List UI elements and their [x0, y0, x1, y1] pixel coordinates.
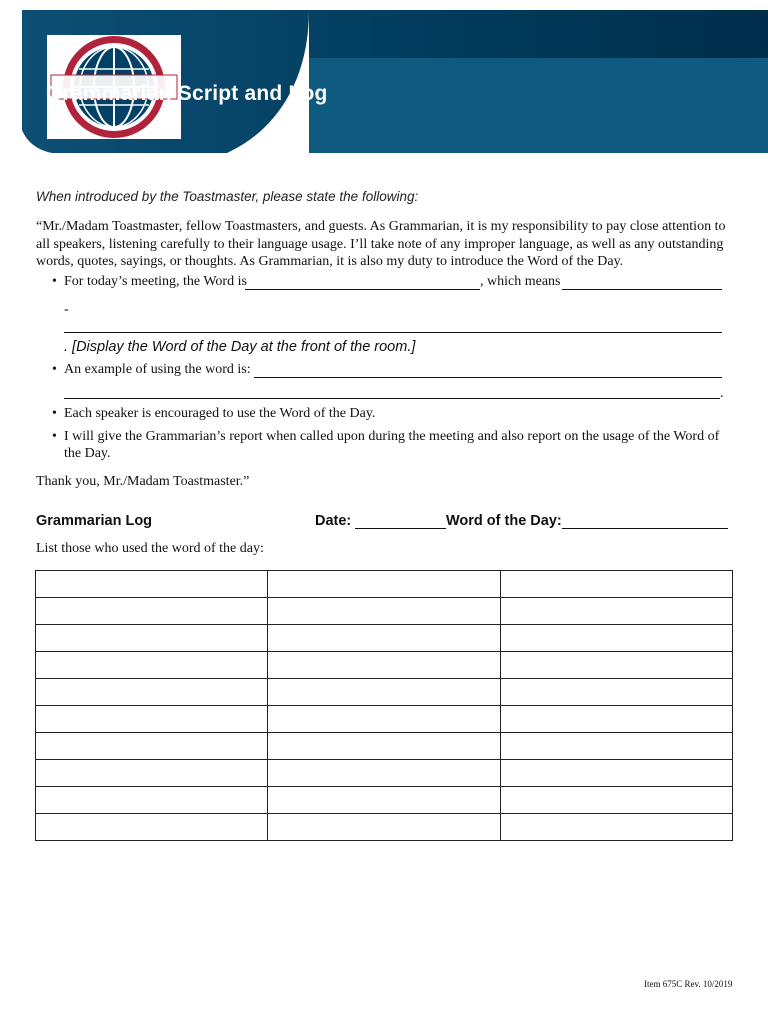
- report-text-line2: the Day.: [64, 446, 111, 461]
- meaning-blank-line[interactable]: [562, 289, 722, 290]
- table-cell[interactable]: [36, 787, 268, 814]
- bullet-dot: •: [52, 362, 57, 377]
- table-cell[interactable]: [268, 760, 500, 787]
- report-text-line1: I will give the Grammarian’s report when called upon during the meeting and also report on the usage of the Word of: [64, 429, 720, 444]
- word-blank-line[interactable]: [245, 289, 480, 290]
- table-row: [36, 760, 733, 787]
- table-cell[interactable]: [268, 571, 500, 598]
- table-cell[interactable]: [500, 625, 732, 652]
- table-row: [36, 733, 733, 760]
- table-row: [36, 679, 733, 706]
- table-row: [36, 814, 733, 841]
- table-cell[interactable]: [36, 706, 268, 733]
- word-prefix-text: For today’s meeting, the Word is: [64, 274, 247, 289]
- table-cell[interactable]: [268, 679, 500, 706]
- closing-text: Thank you, Mr./Madam Toastmaster.”: [36, 474, 250, 489]
- table-cell[interactable]: [268, 733, 500, 760]
- list-label: List those who used the word of the day:: [36, 541, 264, 556]
- table-cell[interactable]: [500, 706, 732, 733]
- example-blank-line[interactable]: [254, 377, 722, 378]
- display-word-note: . [Display the Word of the Day at the front of the room.]: [64, 339, 416, 355]
- log-heading: Grammarian Log: [36, 513, 153, 529]
- bullet-dot: •: [52, 429, 57, 444]
- table-cell[interactable]: [36, 760, 268, 787]
- table-cell[interactable]: [500, 598, 732, 625]
- intro-instruction: When introduced by the Toastmaster, please state the following:: [36, 189, 419, 204]
- table-cell[interactable]: [268, 652, 500, 679]
- table-cell[interactable]: [268, 787, 500, 814]
- example-text: An example of using the word is:: [64, 362, 251, 377]
- table-cell[interactable]: [36, 598, 268, 625]
- table-cell[interactable]: [36, 679, 268, 706]
- table-row: [36, 571, 733, 598]
- table-cell[interactable]: [500, 679, 732, 706]
- table-cell[interactable]: [36, 625, 268, 652]
- table-row: [36, 787, 733, 814]
- word-of-day-label: Word of the Day:: [446, 513, 562, 529]
- header-banner: [22, 10, 768, 153]
- table-cell[interactable]: [36, 652, 268, 679]
- table-cell[interactable]: [500, 652, 732, 679]
- table-cell[interactable]: [500, 571, 732, 598]
- table-cell[interactable]: [500, 814, 732, 841]
- page-title: Grammarian Script and Log: [46, 82, 328, 105]
- table-cell[interactable]: [500, 733, 732, 760]
- table-row: [36, 598, 733, 625]
- example-period: .: [720, 386, 724, 401]
- table-cell[interactable]: [36, 733, 268, 760]
- table-cell[interactable]: [268, 598, 500, 625]
- table-cell[interactable]: [500, 787, 732, 814]
- script-paragraph: “Mr./Madam Toastmaster, fellow Toastmasters, and guests. As Grammarian, it is my responsibility to pay close attention to all speakers, listening carefully to their language usage. I’ll take note of any improper language, as well as any outstanding words, quotes, sayings, or thoughts. As Grammarian, it is also my duty to introduce the Word of the Day.: [36, 219, 726, 269]
- table-cell[interactable]: [36, 571, 268, 598]
- table-row: [36, 625, 733, 652]
- date-blank-line[interactable]: [355, 528, 446, 529]
- word-means-text: , which means: [480, 274, 561, 289]
- word-of-day-blank-line[interactable]: [562, 528, 728, 529]
- encourage-text: Each speaker is encouraged to use the Word of the Day.: [64, 406, 376, 421]
- date-label: Date:: [315, 513, 352, 529]
- table-cell[interactable]: [36, 814, 268, 841]
- table-cell[interactable]: [500, 760, 732, 787]
- table-row: [36, 652, 733, 679]
- meaning-continuation-line[interactable]: [64, 332, 722, 333]
- table-cell[interactable]: [268, 706, 500, 733]
- bullet-dot: •: [52, 274, 57, 289]
- table-row: [36, 706, 733, 733]
- dash-text: -: [64, 302, 69, 317]
- footer-item-number: Item 675C Rev. 10/2019: [644, 979, 733, 989]
- usage-log-table: [35, 570, 733, 841]
- example-continuation-line[interactable]: [64, 398, 720, 399]
- table-cell[interactable]: [268, 814, 500, 841]
- table-cell[interactable]: [268, 625, 500, 652]
- bullet-dot: •: [52, 406, 57, 421]
